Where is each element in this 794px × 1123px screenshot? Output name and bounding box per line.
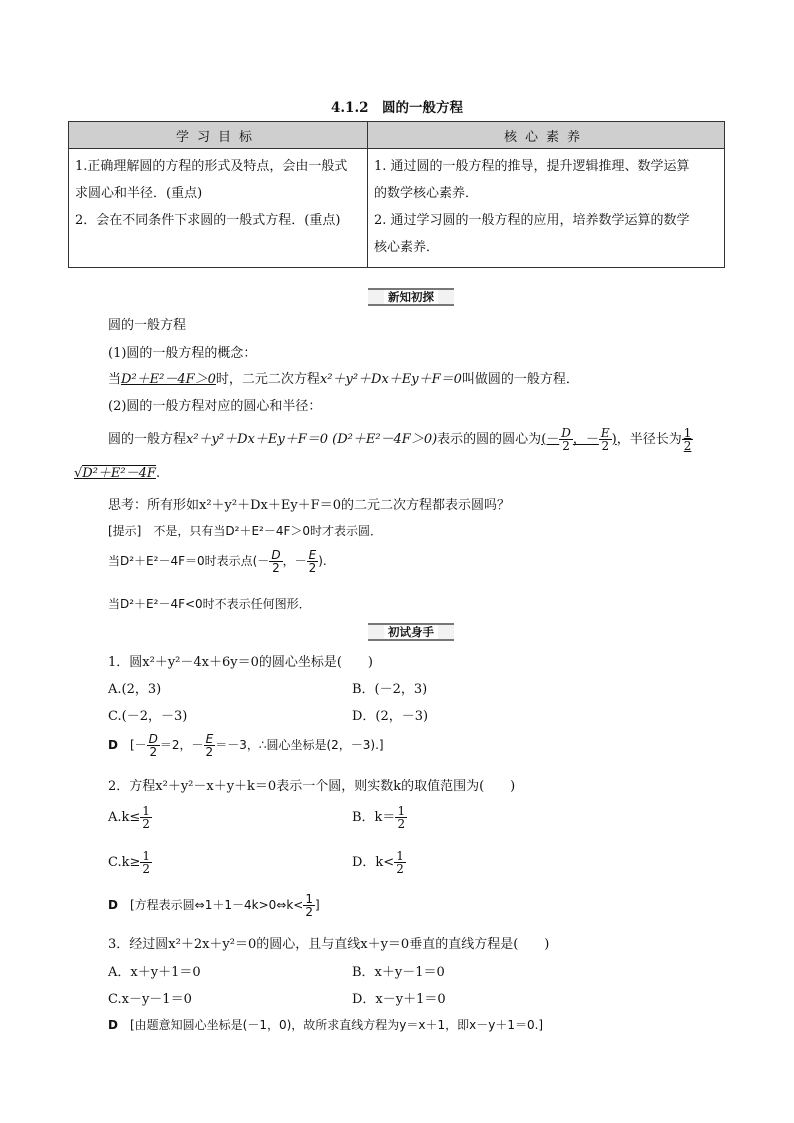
goals-left-line: 2．会在不同条件下求圆的一般式方程．(重点) [75, 213, 341, 228]
hint-line-3: 当D²＋E²－4F<0时不表示任何图形． [108, 597, 311, 611]
section-tag-new-knowledge [368, 288, 454, 306]
q2-option-c-label: C.k≥ [108, 855, 141, 870]
q2-option-a: A.k≤ $\frac{1}{2}$ [108, 804, 150, 831]
q1-option-c: C.(－2，－3) [108, 709, 188, 724]
hint-text-2: 当D²＋E²－4F＝0时表示点 [108, 554, 253, 568]
goals-header-left: 学习目标 [69, 122, 368, 149]
center-title: (2)圆的一般方程对应的圆心和半径： [108, 399, 322, 414]
goals-right-line: 2. 通过学习圆的一般方程的应用，培养数学运算的数学 [374, 213, 690, 228]
concept-equation: x²＋y²＋Dx＋Ey＋F＝0 [319, 372, 462, 387]
q2-option-d-label: D．k< [352, 855, 395, 870]
heading-general-equation: 圆的一般方程 [108, 318, 187, 333]
q2-option-d: D．k< $\frac{1}{2}$ [352, 849, 404, 876]
q2-explanation: D [方程表示圆⇔1＋1－4k>0⇔k< $\frac{1}{2}$ ] [108, 892, 320, 919]
q1-stem: 1．圆x²＋y²－4x＋6y＝0的圆心坐标是( ) [108, 655, 374, 670]
q1-answer: D [108, 738, 118, 752]
concept-condition: D²＋E²－4F＞0 [121, 372, 216, 387]
hint-text-1: 不是，只有当D²＋E²－4F＞0时才表示圆． [153, 524, 383, 538]
q2-answer: D [108, 898, 118, 912]
goals-right-line: 1. 通过圆的一般方程的推导，提升逻辑推理、数学运算 [374, 159, 690, 174]
center-post: ，半径长为 [616, 432, 682, 447]
center-line [108, 425, 693, 455]
concept-line [108, 368, 579, 387]
q3-option-b: B．x＋y－1＝0 [352, 965, 445, 980]
goals-left-line: 求圆心和半径．(重点) [75, 186, 203, 201]
q1-option-b: B．(－2，3) [352, 682, 428, 697]
hint-line-2: 当D²＋E²－4F＝0时表示点(－ $\frac{D}{2}$ ，－ $\frac{E}{2}$ ). [108, 548, 327, 575]
hint-line-1 [108, 522, 382, 539]
hint-label: [提示] [108, 524, 142, 538]
goals-table [68, 121, 725, 268]
think-question: 思考：所有形如x²＋y²＋Dx＋Ey＋F＝0的二元二次方程都表示圆吗？ [108, 498, 510, 513]
q1-option-a: A.(2，3) [108, 682, 162, 697]
goals-right-cell [368, 149, 725, 268]
concept-post: 叫做圆的一般方程． [461, 372, 579, 387]
section-tag-label: 初试身手 [384, 625, 438, 639]
q2-option-b-label: B．k＝ [352, 810, 396, 825]
q2-option-a-label: A.k≤ [108, 810, 141, 825]
q2-option-b: B．k＝ $\frac{1}{2}$ [352, 804, 406, 831]
goals-left-line: 1.正确理解圆的方程的形式及特点，会由一般式 [75, 159, 348, 174]
center-pre: 圆的一般方程 [108, 432, 187, 447]
q1-option-d: D．(2，－3) [352, 709, 429, 724]
q1-explain-text: ，∴圆心坐标是(2，－3).] [246, 738, 384, 752]
radius-half: $\frac{1}{2}$ [683, 426, 692, 453]
q1-explanation: D [－ $\frac{D}{2}$ ＝2，－ $\frac{E}{2}$ ＝－3，∴圆心坐标是(2，－3).] [108, 732, 384, 759]
section-tag-practice [368, 623, 454, 641]
q3-stem: 3．经过圆x²＋2x＋y²＝0的圆心，且与直线x＋y＝0垂直的直线方程是( ) [108, 937, 550, 952]
q3-explain-text: [由题意知圆心坐标是(－1，0)，故所求直线方程为y＝x＋1，即x－y＋1＝0.] [129, 1018, 544, 1032]
radius-root: D²＋E²－4F [82, 466, 156, 481]
concept-title: (1)圆的一般方程的概念： [108, 346, 257, 361]
q3-explanation [108, 1016, 543, 1033]
goals-right-line: 核心素养． [374, 240, 440, 255]
center-equation: x²＋y²＋Dx＋Ey＋F＝0 (D²＋E²－4F＞0) [186, 432, 438, 447]
q3-option-c: C.x－y－1＝0 [108, 992, 192, 1007]
goals-header-right: 核心素养 [368, 122, 725, 149]
concept-mid: 时，二元二次方程 [215, 372, 320, 387]
q3-option-d: D．x－y＋1＝0 [352, 992, 446, 1007]
concept-pre: 当 [108, 372, 122, 387]
center-point: (－ $\frac{D}{2}$ ，－ $\frac{E}{2}$ ) [541, 426, 617, 453]
section-tag-label: 新知初探 [384, 290, 438, 304]
goals-left-cell [69, 149, 368, 268]
q2-option-c: C.k≥ $\frac{1}{2}$ [108, 849, 151, 876]
q2-stem: 2．方程x²＋y²－x＋y＋k＝0表示一个圆，则实数k的取值范围为( ) [108, 779, 516, 794]
page-title: 4.1.2 圆的一般方程 [330, 100, 464, 116]
q3-option-a: A．x＋y＋1＝0 [108, 965, 201, 980]
center-mid: 表示的圆的圆心为 [437, 432, 542, 447]
q3-answer: D [108, 1018, 118, 1032]
goals-right-line: 的数学核心素养． [374, 186, 479, 201]
radius-root-line: √D²＋E²－4F. [74, 466, 161, 481]
q2-explain-text: [方程表示圆⇔1＋1－4k>0⇔k< [129, 898, 304, 912]
